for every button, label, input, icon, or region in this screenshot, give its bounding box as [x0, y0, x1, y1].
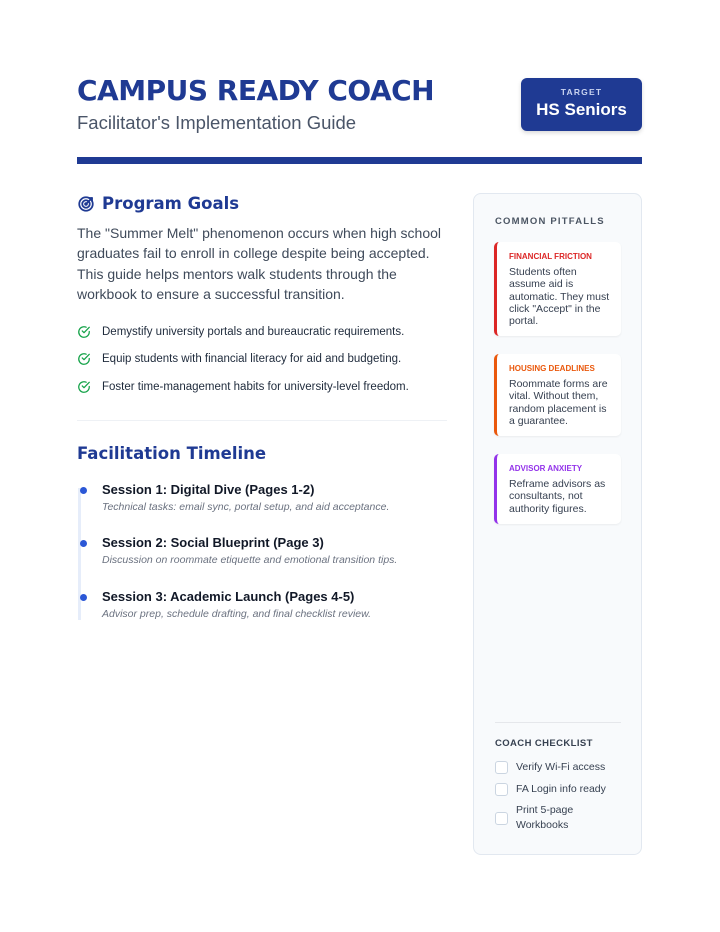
checklist-item[interactable]	[495, 782, 606, 797]
sidebar-divider	[495, 722, 621, 723]
sidebar-panel	[473, 193, 642, 855]
session-title: Session 1: Digital Dive (Pages 1-2)	[102, 482, 315, 497]
pitfall-card-financial	[494, 242, 621, 336]
checklist-text: FA Login info ready	[516, 783, 606, 795]
common-pitfalls-heading: COMMON PITFALLS	[495, 216, 605, 227]
target-badge	[521, 78, 642, 131]
goal-text: Equip students with financial literacy for aid and budgeting.	[102, 353, 402, 366]
pitfall-title: ADVISOR ANXIETY	[509, 464, 583, 473]
coach-checklist-heading: COACH CHECKLIST	[495, 738, 593, 749]
target-icon	[77, 195, 95, 213]
goal-item	[77, 346, 409, 374]
goal-text: Foster time-management habits for university-level freedom.	[102, 380, 409, 393]
goal-list	[77, 318, 409, 401]
session-title: Session 3: Academic Launch (Pages 4-5)	[102, 589, 355, 604]
checklist-checkbox[interactable]	[495, 783, 508, 796]
pitfall-title: HOUSING DEADLINES	[509, 364, 595, 373]
check-circle-icon	[77, 325, 91, 339]
timeline-dot	[80, 594, 87, 601]
document-subtitle: Facilitator's Implementation Guide	[77, 112, 357, 133]
goal-item	[77, 318, 409, 346]
target-label: TARGET	[560, 87, 603, 97]
document-title: CAMPUS READY COACH	[77, 74, 435, 107]
checklist-checkbox[interactable]	[495, 812, 508, 825]
goal-item	[77, 373, 409, 401]
session-description: Discussion on roommate etiquette and emotional transition tips.	[102, 554, 398, 566]
pitfall-text: Reframe advisors as consultants, not authority figures.	[509, 478, 606, 515]
checklist-item[interactable]	[495, 803, 615, 833]
checklist-text: Verify Wi-Fi access	[516, 761, 606, 773]
session-description: Technical tasks: email sync, portal setup, and aid acceptance.	[102, 501, 390, 513]
checklist-checkbox[interactable]	[495, 761, 508, 774]
timeline-dot	[80, 540, 87, 547]
pitfall-card-advisor	[494, 454, 621, 524]
pitfall-text: Students often assume aid is automatic. They must click "Accept" in the portal.	[509, 266, 610, 328]
pitfall-text: Roommate forms are vital. Without them, random placement is a guarantee.	[509, 378, 608, 427]
session-description: Advisor prep, schedule drafting, and final checklist review.	[102, 608, 372, 620]
timeline-dot	[80, 487, 87, 494]
pitfall-card-housing	[494, 354, 621, 436]
check-circle-icon	[77, 380, 91, 394]
header-rule	[77, 157, 642, 164]
session-title: Session 2: Social Blueprint (Page 3)	[102, 535, 324, 550]
checklist-item[interactable]	[495, 760, 605, 775]
program-goals-header	[77, 194, 239, 213]
facilitation-timeline-heading: Facilitation Timeline	[77, 444, 267, 463]
check-circle-icon	[77, 352, 91, 366]
pitfall-title: FINANCIAL FRICTION	[509, 252, 592, 261]
section-divider	[77, 420, 447, 421]
checklist-text: Print 5-page Workbooks	[516, 804, 574, 831]
program-goals-intro: The "Summer Melt" phenomenon occurs when high school graduates fail to enroll in college despite being accepted. This guide helps mentors walk students through the workbook to ensure a successful transition.	[77, 225, 442, 302]
program-goals-heading: Program Goals	[102, 194, 240, 213]
target-value: HS Seniors	[536, 100, 627, 119]
goal-text: Demystify university portals and bureaucratic requirements.	[102, 325, 405, 338]
